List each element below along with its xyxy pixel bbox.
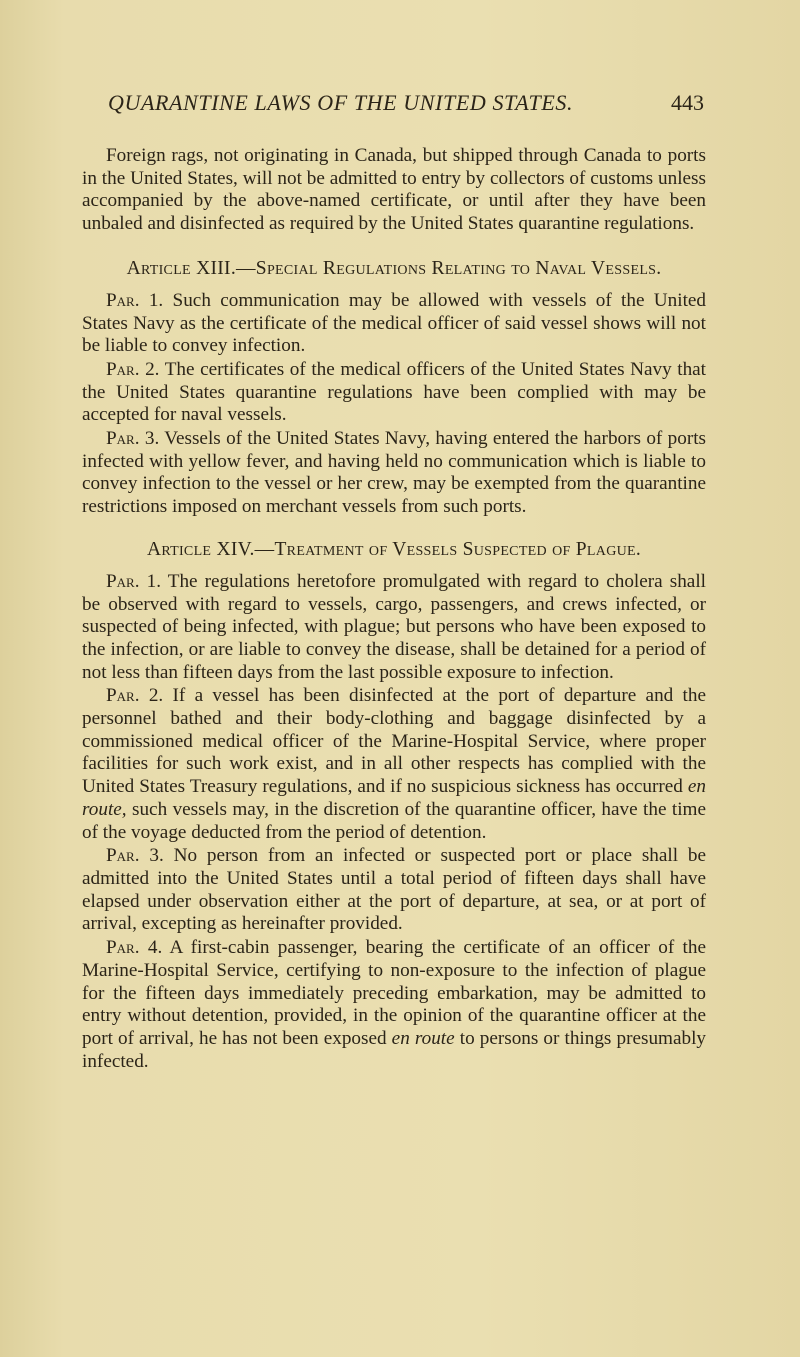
par-label: Par. 3. — [106, 845, 164, 867]
par-label: Par. 1. — [106, 570, 161, 592]
par-label: Par. 2. — [106, 358, 160, 380]
article-13-par-1 — [82, 290, 706, 358]
par-text: to persons or things presumably infected. — [82, 1027, 706, 1072]
par-label: Par. 2. — [106, 685, 164, 707]
article-13-par-3 — [82, 428, 706, 519]
par-text: If a vessel has been disinfected at the port of departure and the personnel bathed and their body-clothing and baggage disinfected by a commissioned medical officer of the Marine-Hospital Service, where proper facilities for such work exist, and in all other respects has complied with the United States Treasury regulations, and if no suspicious sickness has occurred — [82, 685, 706, 798]
article-14-par-4 — [82, 937, 706, 1073]
par-text: such vessels may, in the discretion of the quarantine officer, have the time of the voyage deducted from the period of detention. — [82, 798, 706, 843]
page-body — [82, 145, 706, 1073]
italic-phrase: en route, — [82, 776, 707, 820]
article-14-par-2 — [82, 685, 706, 844]
par-label: Par. 3. — [106, 428, 160, 450]
article-13-par-2 — [82, 359, 706, 427]
page-header — [108, 90, 704, 130]
italic-phrase: en route — [391, 1027, 455, 1049]
running-head: QUARANTINE LAWS OF THE UNITED STATES. — [108, 90, 574, 115]
par-text: Such communication may be allowed with vessels of the United States Navy as the certificate of the medical officer of said vessel shows will not be liable to convey infection. — [82, 289, 707, 357]
par-text: The certificates of the medical officers of the United States Navy that the United States quarantine regulations have been complied with may be accepted for naval vessels. — [82, 358, 707, 426]
par-label: Par. 4. — [106, 937, 163, 959]
article-14-heading: Article XIV.—Treatment of Vessels Suspected of Plague. — [146, 538, 642, 560]
article-14-par-1 — [82, 571, 706, 685]
par-label: Par. 1. — [106, 289, 164, 311]
par-text: No person from an infected or suspected port or place shall be admitted into the United States until a total period of fifteen days shall have elapsed under observation either at the port of departure, at sea, or at port of arrival, excepting as hereinafter provided. — [82, 845, 707, 935]
par-text: The regulations heretofore promulgated with regard to cholera shall be observed with regard to vessels, cargo, passengers, and crews infected, or suspected of being infected, with plague; but persons who have been exposed to the infection, or are liable to convey the disease, shall be detained for a period of not less than fifteen days from the last possible exposure to infection. — [82, 570, 706, 683]
article-14-par-3 — [82, 845, 706, 936]
opening-paragraph: Foreign rags, not originating in Canada, but shipped through Canada to ports in the United States, will not be admitted to entry by collectors of customs unless accompanied by the above-named certificate, or until after they have been unbaled and disinfected as required by the United States quarantine regulations. — [82, 145, 706, 235]
par-text: A first-cabin passenger, bearing the certificate of an officer of the Marine-Hospital Service, certifying to non-exposure to the infection of plague for the fifteen days immediately preceding embarkation, may be admitted to entry without detention, provided, in the opinion of the quarantine officer at the port of arrival, he has not been exposed — [82, 937, 706, 1049]
par-text: Vessels of the United States Navy, having entered the harbors of ports infected with yellow fever, and having held no communication which is liable to convey infection to the vessel or her crew, may be exempted from the quarantine restrictions imposed on merchant vessels from such ports. — [82, 428, 707, 518]
article-13-heading: Article XIII.—Special Regulations Relating to Naval Vessels. — [126, 257, 662, 279]
page-number: 443 — [671, 90, 704, 115]
